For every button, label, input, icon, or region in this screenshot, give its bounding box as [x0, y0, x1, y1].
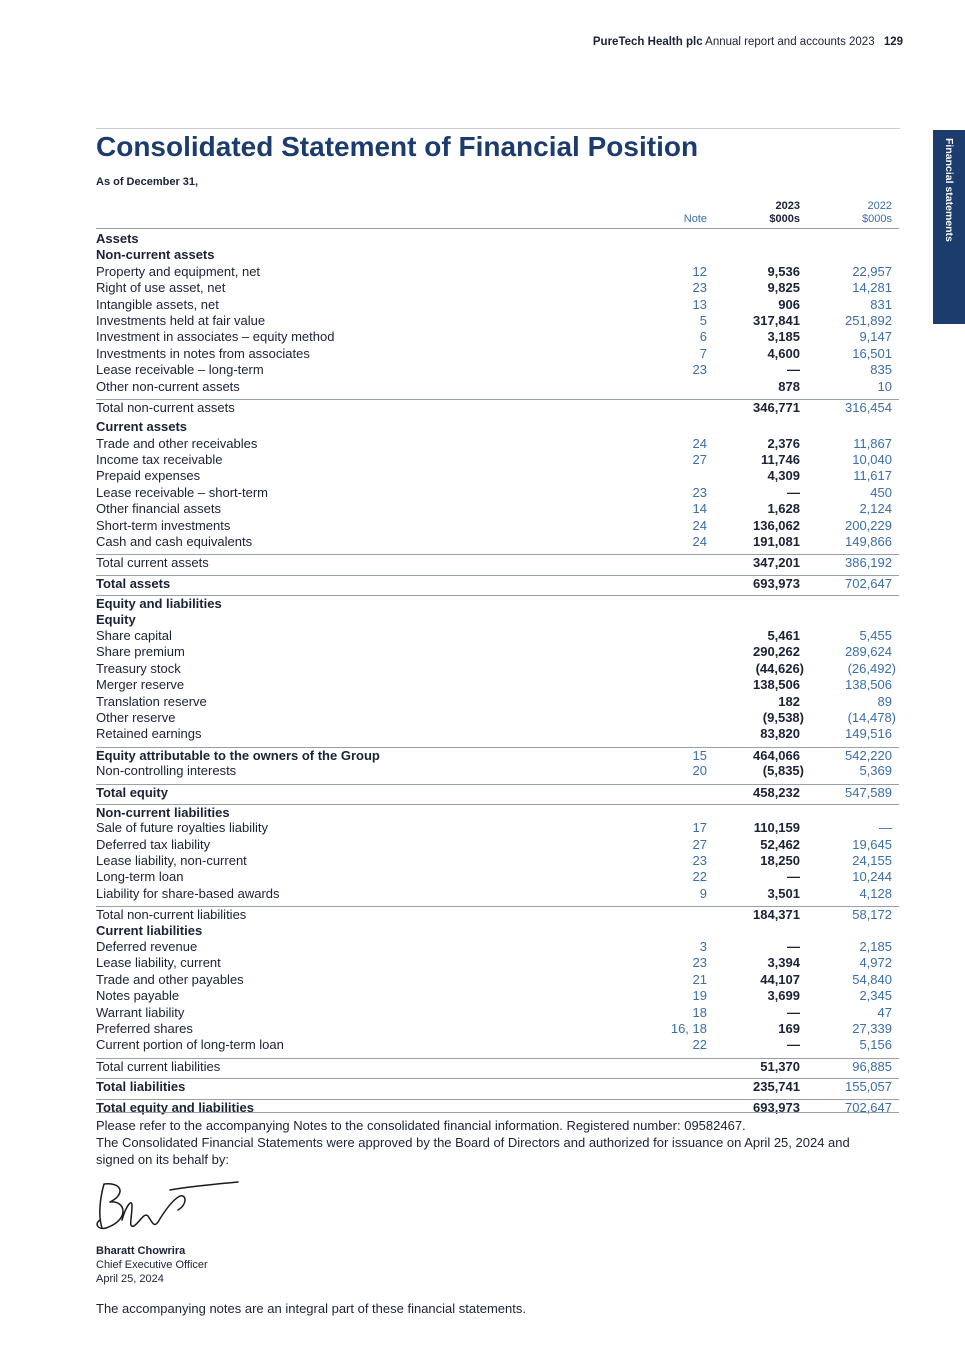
row-note: 6: [699, 329, 707, 345]
column-header-2022-year: 2022: [867, 200, 892, 212]
row-note: 15: [692, 747, 707, 763]
line-item-row: [96, 1021, 899, 1037]
row-note: 19: [692, 988, 707, 1004]
section-tab-label: Financial statements: [943, 138, 955, 242]
total-row: [96, 906, 899, 922]
value-2022: 5,156: [859, 1037, 892, 1053]
row-note: 7: [699, 345, 707, 361]
row-note: 27: [692, 836, 707, 852]
row-label: Preferred shares: [96, 1020, 193, 1036]
line-item-row: [96, 820, 899, 836]
row-label: Total assets: [96, 575, 171, 591]
report-name: Annual report and accounts 2023: [705, 36, 875, 48]
row-note: 23: [692, 362, 707, 378]
value-2022: 149,866: [845, 534, 892, 550]
value-2022: 22,957: [852, 263, 892, 279]
value-2022: 47: [877, 1004, 892, 1020]
value-2022: 450: [870, 484, 892, 500]
value-2022: 386,192: [845, 555, 892, 571]
column-header-2022-unit: $000s: [862, 213, 892, 225]
value-2023: 9,536: [767, 263, 800, 279]
value-2022: 2,345: [859, 988, 892, 1004]
line-item-row: [96, 297, 899, 313]
line-item-row: [96, 264, 899, 280]
row-label: Equity attributable to the owners of the Group: [96, 747, 380, 763]
value-2023: (5,835): [762, 763, 804, 779]
row-label: Share capital: [96, 627, 172, 643]
row-label: Equity and liabilities: [96, 596, 222, 612]
row-label: Current liabilities: [96, 922, 203, 938]
value-2023: 83,820: [760, 726, 800, 742]
row-label: Non-current liabilities: [96, 804, 230, 820]
title-divider: [96, 128, 900, 129]
value-2022: 2,185: [859, 939, 892, 955]
line-item-row: [96, 710, 899, 726]
header-divider: [96, 228, 899, 229]
line-item-row: [96, 468, 899, 484]
row-label: Liability for share-based awards: [96, 885, 280, 901]
row-label: Sale of future royalties liability: [96, 820, 268, 836]
value-2023: —: [787, 362, 800, 378]
row-note: 14: [692, 501, 707, 517]
row-label: Intangible assets, net: [96, 296, 219, 312]
column-header-2023: [720, 200, 800, 226]
row-label: Total equity and liabilities: [96, 1099, 254, 1115]
line-item-row: [96, 644, 899, 660]
row-note: 16, 18: [670, 1020, 707, 1036]
row-label: Lease receivable – short-term: [96, 484, 268, 500]
line-item-row: [96, 955, 899, 971]
row-label: Non-controlling interests: [96, 763, 237, 779]
row-label: Lease receivable – long-term: [96, 362, 264, 378]
value-2023: 3,501: [767, 885, 800, 901]
value-2023: (44,626): [755, 660, 804, 676]
section-heading-row: [96, 804, 899, 820]
value-2022: 19,645: [852, 836, 892, 852]
line-item-row: [96, 628, 899, 644]
row-label: Assets: [96, 231, 139, 246]
line-item-row: [96, 677, 899, 693]
total-row: [96, 1078, 899, 1094]
line-item-row: [96, 485, 899, 501]
value-2022: 24,155: [852, 853, 892, 869]
row-label: Total current assets: [96, 555, 209, 571]
row-label: Total equity: [96, 784, 168, 800]
value-2023: 290,262: [753, 644, 800, 660]
total-row: [96, 747, 899, 763]
value-2023: 464,066: [753, 747, 800, 763]
value-2022: (14,478): [847, 709, 896, 725]
row-label: Other reserve: [96, 709, 176, 725]
ceo-signature: [92, 1176, 242, 1236]
row-note: 23: [692, 853, 707, 869]
line-item-row: [96, 379, 899, 395]
row-label: Deferred revenue: [96, 939, 198, 955]
total-row: [96, 399, 899, 415]
row-note: 24: [692, 435, 707, 451]
row-label: Prepaid expenses: [96, 468, 201, 484]
value-2022: 155,057: [845, 1079, 892, 1095]
value-2023: 693,973: [753, 1099, 800, 1115]
value-2022: 5,455: [859, 627, 892, 643]
row-note: 22: [692, 869, 707, 885]
value-2023: 9,825: [767, 280, 800, 296]
line-item-row: [96, 1037, 899, 1053]
row-note: 18: [692, 1004, 707, 1020]
value-2023: 3,185: [767, 329, 800, 345]
approval-statement: The Consolidated Financial Statements were approved by the Board of Directors and authorized for issuance on April 25, 2024 and signed on its behalf by:: [96, 1135, 850, 1167]
closing-note: The accompanying notes are an integral part of these financial statements.: [96, 1301, 526, 1316]
row-note: 9: [699, 885, 707, 901]
line-item-row: [96, 661, 899, 677]
value-2023: 138,506: [753, 677, 800, 693]
value-2023: 235,741: [753, 1079, 800, 1095]
row-label: Translation reserve: [96, 693, 207, 709]
value-2023: 2,376: [767, 435, 800, 451]
row-label: Lease liability, non-current: [96, 853, 247, 869]
row-label: Equity: [96, 611, 136, 627]
total-row: [96, 575, 899, 591]
row-label: Investment in associates – equity method: [96, 329, 335, 345]
value-2023: 317,841: [753, 312, 800, 328]
line-item-row: [96, 346, 899, 362]
value-2022: 547,589: [845, 784, 892, 800]
value-2023: —: [787, 1004, 800, 1020]
row-label: Merger reserve: [96, 677, 185, 693]
line-item-row: [96, 988, 899, 1004]
value-2023: 11,746: [760, 452, 800, 468]
line-item-row: [96, 313, 899, 329]
line-item-row: [96, 362, 899, 378]
value-2022: 5,369: [859, 763, 892, 779]
value-2022: 138,506: [845, 677, 892, 693]
value-2022: 11,617: [853, 468, 892, 484]
column-header-note: Note: [683, 213, 707, 225]
value-2023: 1,628: [767, 501, 800, 517]
value-2023: 4,600: [767, 345, 800, 361]
value-2022: 14,281: [852, 280, 892, 296]
value-2023: 184,371: [753, 907, 800, 923]
row-label: Deferred tax liability: [96, 836, 211, 852]
value-2022: 4,972: [859, 955, 892, 971]
row-note: 23: [692, 955, 707, 971]
signature-date: April 25, 2024: [96, 1273, 164, 1285]
value-2023: 136,062: [753, 517, 800, 533]
value-2022: 316,454: [845, 399, 892, 415]
row-label: Total liabilities: [96, 1079, 186, 1095]
line-item-row: [96, 726, 899, 742]
line-item-row: [96, 436, 899, 452]
value-2023: 906: [778, 296, 800, 312]
line-item-row: [96, 972, 899, 988]
section-heading-row: [96, 419, 899, 435]
value-2022: 10: [877, 378, 892, 394]
value-2023: 4,309: [767, 468, 800, 484]
row-note: 23: [692, 280, 707, 296]
row-label: Investments held at fair value: [96, 312, 266, 328]
value-2022: 10,040: [852, 452, 892, 468]
row-label: Long-term loan: [96, 869, 184, 885]
column-header-2023-unit: $000s: [769, 213, 800, 225]
value-2022: 89: [877, 693, 892, 709]
row-label: Treasury stock: [96, 660, 181, 676]
signer-title: Chief Executive Officer: [96, 1259, 208, 1271]
value-2022: 200,229: [845, 517, 892, 533]
row-note: 12: [692, 263, 707, 279]
value-2022: 9,147: [859, 329, 892, 345]
value-2023: 191,081: [753, 534, 800, 550]
value-2023: 458,232: [753, 784, 800, 800]
total-row: [96, 554, 899, 570]
line-item-row: [96, 452, 899, 468]
financial-position-table: [96, 231, 899, 1115]
value-2023: 3,699: [767, 988, 800, 1004]
row-label: Other financial assets: [96, 501, 222, 517]
row-note: 3: [699, 939, 707, 955]
value-2022: —: [879, 820, 892, 836]
row-note: 21: [692, 971, 707, 987]
value-2023: 52,462: [760, 836, 800, 852]
value-2023: 3,394: [767, 955, 800, 971]
row-note: 17: [692, 820, 707, 836]
row-label: Income tax receivable: [96, 452, 223, 468]
value-2022: 11,867: [853, 435, 892, 451]
row-note: 24: [692, 534, 707, 550]
line-item-row: [96, 329, 899, 345]
value-2023: —: [787, 869, 800, 885]
value-2022: 54,840: [852, 971, 892, 987]
row-label: Trade and other payables: [96, 971, 244, 987]
section-tab[interactable]: [933, 130, 965, 324]
line-item-row: [96, 853, 899, 869]
statement-date-label: As of December 31,: [96, 176, 199, 188]
value-2023: 169: [778, 1020, 800, 1036]
value-2023: —: [787, 1037, 800, 1053]
value-2023: 878: [778, 378, 800, 394]
row-label: Current portion of long-term loan: [96, 1037, 284, 1053]
row-label: Cash and cash equivalents: [96, 534, 253, 550]
value-2023: 51,370: [760, 1058, 800, 1074]
row-label: Share premium: [96, 644, 185, 660]
value-2022: 702,647: [845, 1099, 892, 1115]
line-item-row: [96, 1005, 899, 1021]
value-2023: —: [787, 939, 800, 955]
line-item-row: [96, 694, 899, 710]
row-label: Non-current assets: [96, 247, 215, 263]
line-item-row: [96, 518, 899, 534]
row-label: Warrant liability: [96, 1004, 185, 1020]
row-label: Total non-current liabilities: [96, 907, 247, 923]
section-heading-row: [96, 595, 899, 611]
row-note: 22: [692, 1037, 707, 1053]
row-label: Right of use asset, net: [96, 280, 226, 296]
line-item-row: [96, 280, 899, 296]
row-label: Total non-current assets: [96, 399, 235, 415]
row-note: 5: [699, 312, 707, 328]
row-label: Total current liabilities: [96, 1058, 221, 1074]
row-label: Other non-current assets: [96, 378, 240, 394]
line-item-row: [96, 534, 899, 550]
line-item-row: [96, 869, 899, 885]
page-title: Consolidated Statement of Financial Position: [96, 131, 699, 162]
value-2023: 110,159: [753, 820, 800, 836]
section-heading-row: [96, 231, 899, 247]
row-label: Investments in notes from associates: [96, 345, 310, 361]
value-2022: 251,892: [845, 312, 892, 328]
value-2023: 346,771: [753, 399, 800, 415]
section-heading-row: [96, 612, 899, 628]
page-header: [593, 36, 903, 48]
row-label: Short-term investments: [96, 517, 231, 533]
value-2022: 96,885: [852, 1058, 892, 1074]
row-note: 23: [692, 484, 707, 500]
row-note: 24: [692, 517, 707, 533]
line-item-row: [96, 939, 899, 955]
row-label: Trade and other receivables: [96, 435, 258, 451]
column-header-2022: [810, 200, 892, 226]
section-heading-row: [96, 923, 899, 939]
row-label: Property and equipment, net: [96, 263, 261, 279]
value-2022: 4,128: [859, 885, 892, 901]
value-2022: 542,220: [845, 747, 892, 763]
signer-name: Bharatt Chowrira: [96, 1245, 186, 1257]
row-note: 13: [692, 296, 707, 312]
line-item-row: [96, 501, 899, 517]
value-2022: 16,501: [852, 345, 892, 361]
row-note: 27: [692, 452, 707, 468]
value-2022: 289,624: [845, 644, 892, 660]
section-heading-row: [96, 247, 899, 263]
value-2022: 149,516: [845, 726, 892, 742]
value-2022: 10,244: [852, 869, 892, 885]
row-label: Lease liability, current: [96, 955, 221, 971]
line-item-row: [96, 886, 899, 902]
value-2023: 5,461: [767, 627, 800, 643]
row-label: Retained earnings: [96, 726, 202, 742]
page-number: 129: [883, 36, 903, 48]
value-2023: —: [787, 484, 800, 500]
company-name: PureTech Health plc: [592, 36, 703, 48]
value-2023: 182: [778, 693, 800, 709]
row-label: Current assets: [96, 419, 188, 435]
notes-reference: Please refer to the accompanying Notes to the consolidated financial information. Registered number: 09582467.: [96, 1118, 746, 1133]
value-2023: 18,250: [760, 853, 800, 869]
value-2023: 347,201: [753, 555, 800, 571]
row-note: 20: [692, 763, 707, 779]
value-2023: 44,107: [760, 971, 800, 987]
line-item-row: [96, 837, 899, 853]
row-label: Notes payable: [96, 988, 180, 1004]
line-item-row: [96, 763, 899, 779]
value-2023: (9,538): [762, 709, 804, 725]
value-2022: 27,339: [852, 1020, 892, 1036]
total-row: [96, 1058, 899, 1074]
table-bottom-divider: [96, 1112, 899, 1113]
value-2022: 835: [870, 362, 892, 378]
value-2022: 2,124: [859, 501, 892, 517]
value-2022: 702,647: [845, 575, 892, 591]
value-2022: (26,492): [847, 660, 896, 676]
value-2022: 831: [870, 296, 892, 312]
value-2023: 693,973: [753, 575, 800, 591]
total-row: [96, 784, 899, 800]
column-header-2023-year: 2023: [775, 200, 800, 212]
value-2022: 58,172: [852, 907, 892, 923]
